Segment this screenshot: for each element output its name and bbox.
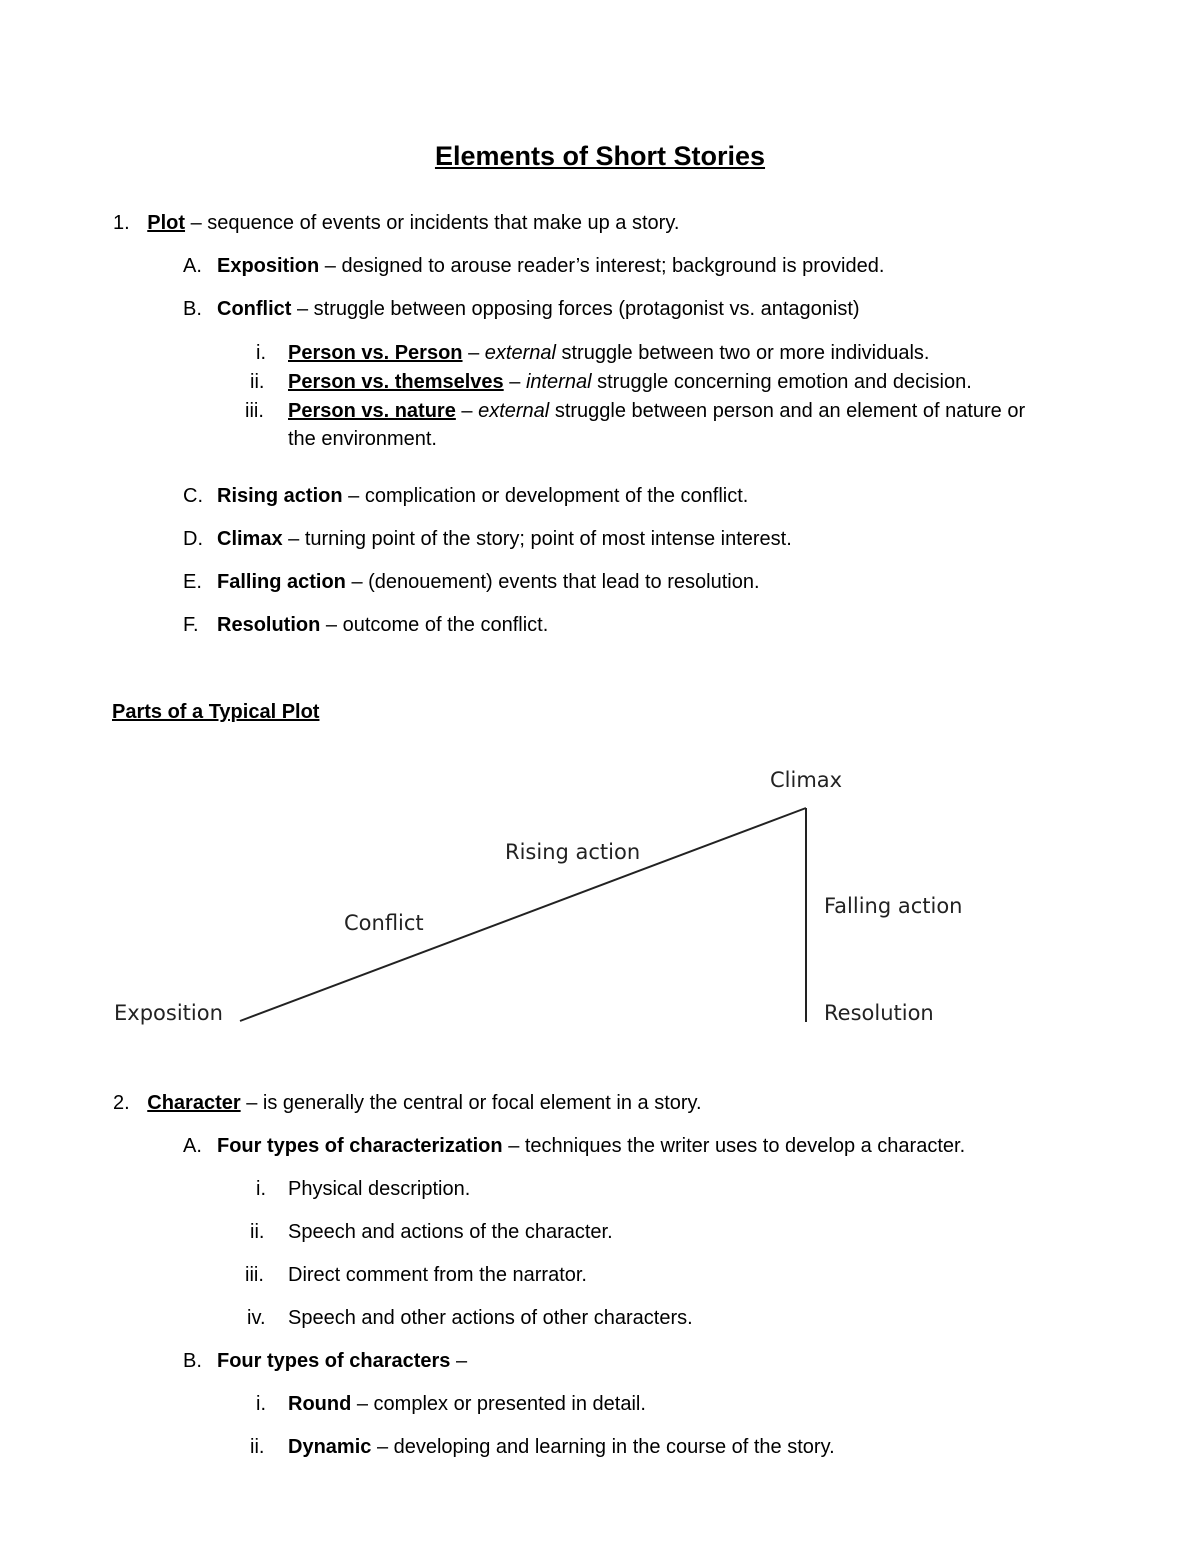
dash: –: [461, 400, 473, 422]
list-marker: ii.: [250, 1221, 265, 1243]
list-marker: D.: [183, 528, 203, 550]
definition: – turning point of the story; point of most intense interest.: [288, 528, 792, 550]
list-marker: F.: [183, 614, 199, 636]
label-falling-action: Falling action: [824, 894, 963, 918]
term-exposition: Exposition: [217, 255, 320, 277]
list-marker: B.: [183, 298, 202, 320]
term-falling-action: Falling action: [217, 571, 346, 593]
term-character: Character: [147, 1092, 241, 1114]
label-climax: Climax: [770, 768, 843, 792]
list-marker: iii.: [245, 400, 264, 422]
term-conflict: Conflict: [217, 298, 292, 320]
term-person-vs-person: Person vs. Person: [288, 342, 463, 364]
definition: – designed to arouse reader’s interest; background is provided.: [324, 255, 885, 277]
list-item: [245, 1263, 587, 1287]
list-marker: i.: [256, 342, 266, 364]
list-item: [256, 1177, 470, 1201]
list-marker: B.: [183, 1350, 202, 1372]
item-text: Speech and actions of the character.: [288, 1221, 613, 1243]
term-round: Round: [288, 1393, 352, 1415]
list-item: [250, 1220, 613, 1244]
definition: struggle between two or more individuals.: [561, 342, 930, 364]
definition: struggle between person and an element of nature or: [554, 400, 1026, 422]
list-marker: ii.: [250, 1436, 265, 1458]
list-item: [247, 1306, 693, 1330]
list-number: 1.: [113, 212, 130, 234]
emphasis: external: [484, 342, 556, 364]
definition: – developing and learning in the course of the story.: [376, 1436, 835, 1458]
term-climax: Climax: [217, 528, 283, 550]
item-text: Physical description.: [288, 1178, 471, 1200]
emphasis: internal: [525, 371, 592, 393]
label-rising-action: Rising action: [505, 840, 641, 864]
definition: – complication or development of the conflict.: [348, 485, 749, 507]
term-dynamic: Dynamic: [288, 1436, 372, 1458]
dash: –: [468, 342, 480, 364]
definition: – (denouement) events that lead to resolution.: [351, 571, 760, 593]
list-marker: ii.: [250, 371, 265, 393]
item-text: Speech and other actions of other characters.: [288, 1307, 693, 1329]
list-marker: C.: [183, 485, 203, 507]
list-marker: i.: [256, 1393, 266, 1415]
label-conflict: Conflict: [344, 911, 424, 935]
list-item-characterization: [183, 1134, 965, 1158]
definition: – sequence of events or incidents that make up a story.: [190, 212, 680, 234]
list-item-continuation: the environment.: [288, 428, 437, 450]
term-person-vs-nature: Person vs. nature: [288, 400, 456, 422]
list-item-character: [113, 1091, 702, 1115]
definition: –: [455, 1350, 468, 1372]
definition: – complex or presented in detail.: [356, 1393, 646, 1415]
list-item-round: [256, 1392, 646, 1416]
item-text: Direct comment from the narrator.: [288, 1264, 587, 1286]
list-marker: A.: [183, 255, 202, 277]
term-rising-action: Rising action: [217, 485, 343, 507]
list-marker: E.: [183, 571, 202, 593]
page-title: Elements of Short Stories: [434, 141, 766, 171]
list-marker: iv.: [247, 1307, 266, 1329]
term-characterization: Four types of characterization: [217, 1135, 503, 1157]
definition: – outcome of the conflict.: [325, 614, 549, 636]
list-marker: A.: [183, 1135, 202, 1157]
term-types-of-characters: Four types of characters: [217, 1350, 451, 1372]
list-item-types-of-characters: [183, 1349, 467, 1373]
label-resolution: Resolution: [824, 1001, 934, 1025]
term-resolution: Resolution: [217, 614, 321, 636]
definition: – struggle between opposing forces (protagonist vs. antagonist): [297, 298, 860, 320]
list-item-dynamic: [250, 1435, 835, 1459]
section-heading: Parts of a Typical Plot: [112, 701, 320, 723]
term-person-vs-themselves: Person vs. themselves: [288, 371, 504, 393]
label-exposition: Exposition: [114, 1001, 223, 1025]
term-plot: Plot: [147, 212, 186, 234]
list-marker: iii.: [245, 1264, 264, 1286]
definition: – is generally the central or focal element in a story.: [246, 1092, 702, 1114]
list-marker: i.: [256, 1178, 266, 1200]
definition: – techniques the writer uses to develop a character.: [508, 1135, 966, 1157]
emphasis: external: [478, 400, 550, 422]
dash: –: [509, 371, 521, 393]
definition: struggle concerning emotion and decision.: [597, 371, 972, 393]
list-number: 2.: [113, 1092, 130, 1114]
